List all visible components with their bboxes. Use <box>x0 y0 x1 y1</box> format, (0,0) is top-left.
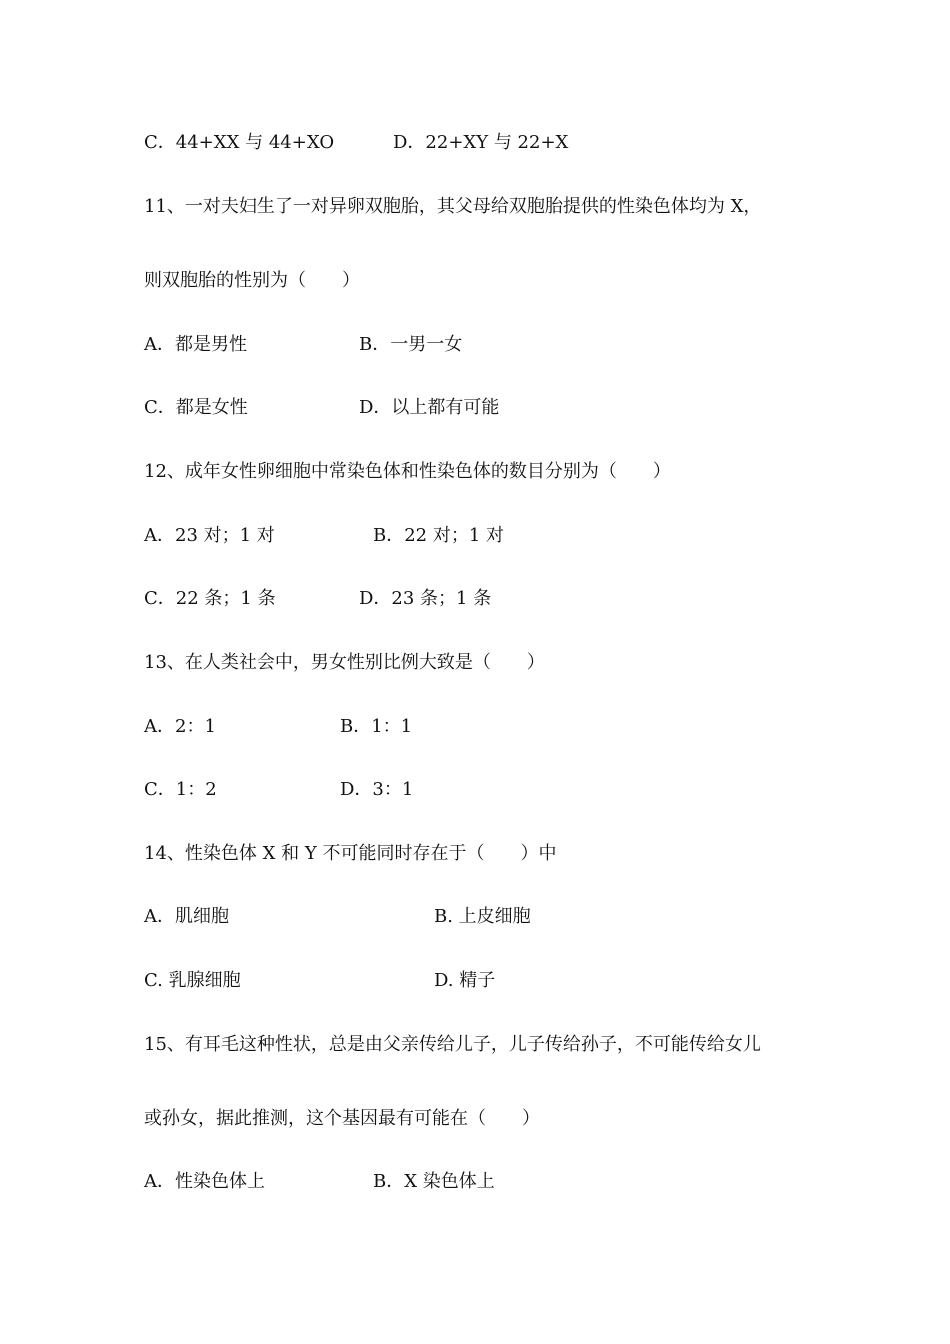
q11-option-d: D．以上都有可能 <box>359 397 500 418</box>
q15-option-b: B．X 染色体上 <box>373 1171 495 1192</box>
q11-stem-line1: 11、一对夫妇生了一对异卵双胞胎，其父母给双胞胎提供的性染色体均为 X， <box>144 196 762 217</box>
q13-option-b: B．1：1 <box>340 716 413 737</box>
q14-option-a: A．肌细胞 <box>144 906 229 927</box>
q10-option-d: D．22+XY 与 22+X <box>393 132 569 153</box>
q12-option-d: D．23 条；1 条 <box>359 588 492 609</box>
q13-option-a: A．2：1 <box>144 716 216 737</box>
q15-stem-line1: 15、有耳毛这种性状，总是由父亲传给儿子，儿子传给孙子，不可能传给女儿 <box>144 1034 761 1055</box>
q12-option-c: C．22 条；1 条 <box>144 588 276 609</box>
q11-option-a: A．都是男性 <box>144 334 247 355</box>
q13-stem: 13、在人类社会中，男女性别比例大致是（ ） <box>144 652 545 673</box>
q11-option-c: C．都是女性 <box>144 397 248 418</box>
q14-stem: 14、性染色体 X 和 Y 不可能同时存在于（ ）中 <box>144 843 557 864</box>
q14-option-c: C. 乳腺细胞 <box>144 970 241 991</box>
q10-option-c: C．44+XX 与 44+XO <box>144 132 335 153</box>
q12-stem: 12、成年女性卵细胞中常染色体和性染色体的数目分别为（ ） <box>144 461 671 482</box>
q11-option-b: B．一男一女 <box>359 334 463 355</box>
q14-option-b: B. 上皮细胞 <box>434 906 531 927</box>
q13-option-c: C．1：2 <box>144 779 217 800</box>
q12-option-b: B．22 对；1 对 <box>373 525 505 546</box>
q15-stem-line2: 或孙女，据此推测，这个基因最有可能在（ ） <box>144 1108 540 1129</box>
q15-option-a: A．性染色体上 <box>144 1171 265 1192</box>
q12-option-a: A．23 对；1 对 <box>144 525 275 546</box>
q13-option-d: D．3：1 <box>340 779 414 800</box>
q11-stem-line2: 则双胞胎的性别为（ ） <box>144 270 360 291</box>
q14-option-d: D. 精子 <box>434 970 496 991</box>
